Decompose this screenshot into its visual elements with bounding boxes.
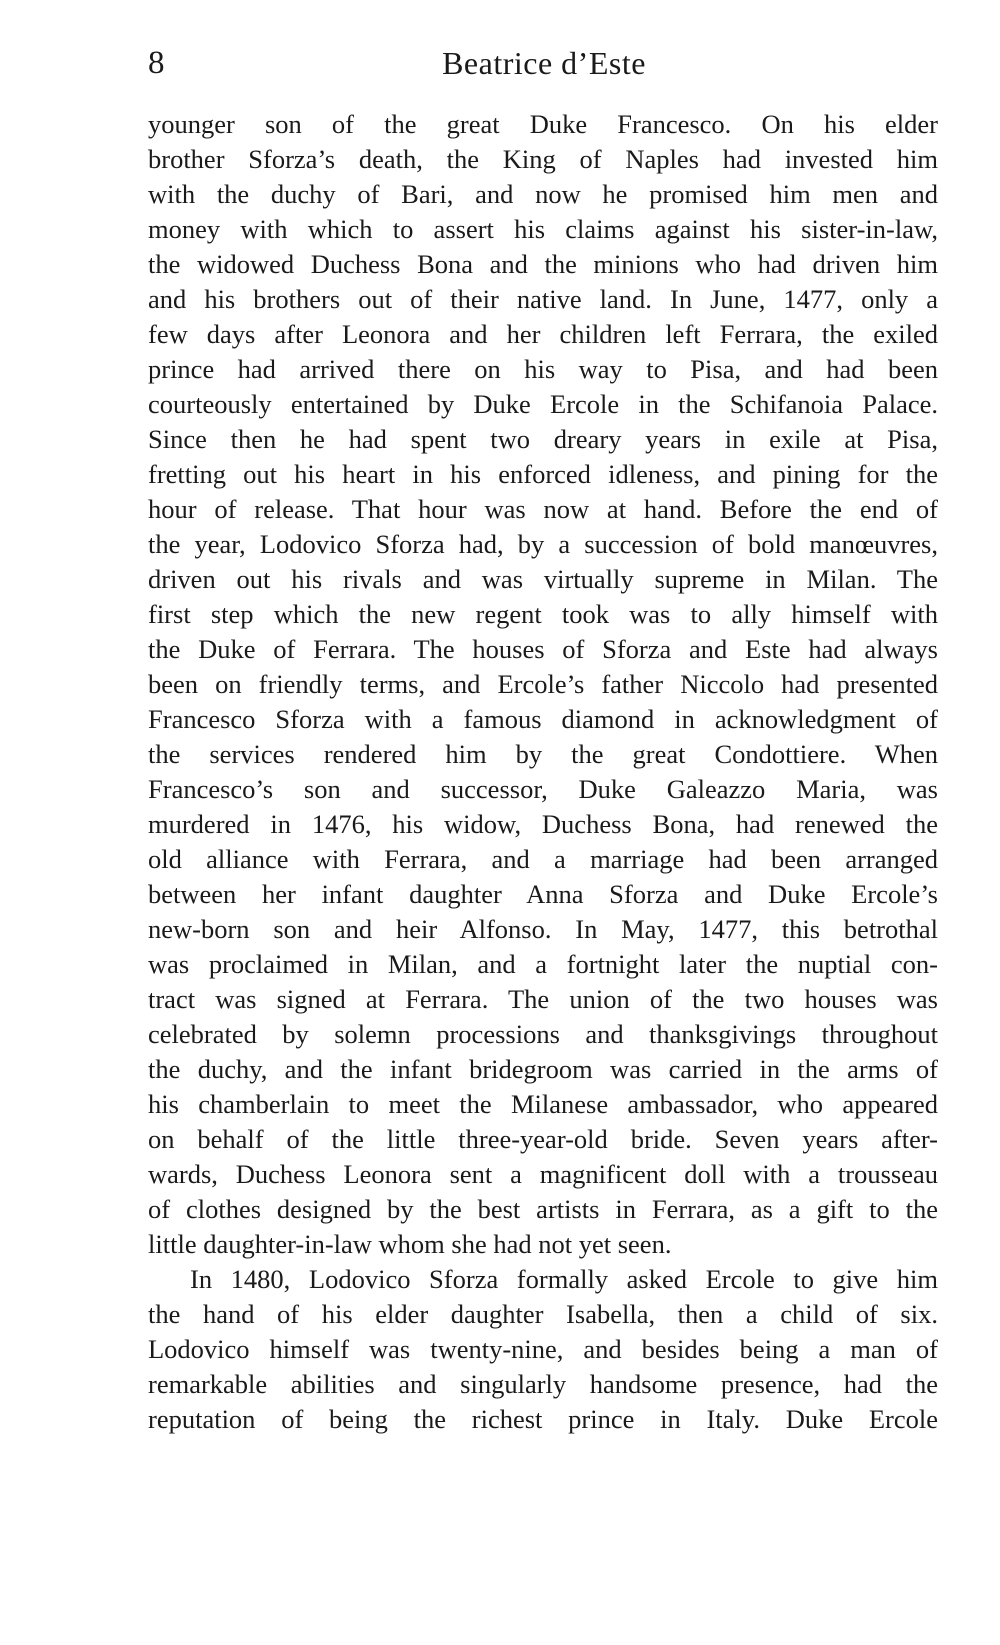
text-line: fretting out his heart in his enforced idleness, and pining for the: [148, 459, 938, 489]
running-title: Beatrice d’Este: [442, 45, 646, 81]
text-line: driven out his rivals and was virtually supreme in Milan. The: [148, 564, 938, 594]
text-line: tract was signed at Ferrara. The union of the two houses was: [148, 984, 938, 1014]
text-line: the widowed Duchess Bona and the minions who had driven him: [148, 249, 938, 279]
text-line: Since then he had spent two dreary years in exile at Pisa,: [148, 424, 938, 454]
text-line: prince had arrived there on his way to Pisa, and had been: [148, 354, 938, 384]
text-line: was proclaimed in Milan, and a fortnight later the nuptial con-: [148, 949, 938, 979]
text-line: younger son of the great Duke Francesco. On his elder: [148, 109, 938, 139]
text-line: the year, Lodovico Sforza had, by a succession of bold manœuvres,: [148, 529, 938, 559]
page-header: [148, 38, 940, 88]
text-line: between her infant daughter Anna Sforza and Duke Ercole’s: [148, 879, 938, 909]
text-line: courteously entertained by Duke Ercole in the Schifanoia Palace.: [148, 389, 938, 419]
text-line: old alliance with Ferrara, and a marriage had been arranged: [148, 844, 938, 874]
text-line: and his brothers out of their native land. In June, 1477, only a: [148, 284, 938, 314]
text-line: wards, Duchess Leonora sent a magnificent doll with a trousseau: [148, 1159, 938, 1189]
text-line: reputation of being the richest prince in Italy. Duke Ercole: [148, 1404, 938, 1434]
text-line: on behalf of the little three-year-old bride. Seven years after-: [148, 1124, 938, 1154]
text-line: murdered in 1476, his widow, Duchess Bona, had renewed the: [148, 809, 938, 839]
paragraph-start-line: In 1480, Lodovico Sforza formally asked Ercole to give him: [190, 1264, 938, 1294]
text-line: the Duke of Ferrara. The houses of Sforza and Este had always: [148, 634, 938, 664]
paragraph-end-line: little daughter-in-law whom she had not yet seen.: [148, 1229, 672, 1259]
text-line: with the duchy of Bari, and now he promised him men and: [148, 179, 938, 209]
text-line: his chamberlain to meet the Milanese ambassador, who appeared: [148, 1089, 938, 1119]
text-line: Lodovico himself was twenty-nine, and besides being a man of: [148, 1334, 938, 1364]
page-number: 8: [148, 45, 165, 81]
text-line: remarkable abilities and singularly handsome presence, had the: [148, 1369, 938, 1399]
text-line: brother Sforza’s death, the King of Naples had invested him: [148, 144, 938, 174]
text-line: first step which the new regent took was to ally himself with: [148, 599, 938, 629]
text-line: Francesco’s son and successor, Duke Galeazzo Maria, was: [148, 774, 938, 804]
text-line: of clothes designed by the best artists in Ferrara, as a gift to the: [148, 1194, 938, 1224]
text-line: the duchy, and the infant bridegroom was carried in the arms of: [148, 1054, 938, 1084]
text-line: new-born son and heir Alfonso. In May, 1477, this betrothal: [148, 914, 938, 944]
text-line: money with which to assert his claims against his sister-in-law,: [148, 214, 938, 244]
text-line: the hand of his elder daughter Isabella, then a child of six.: [148, 1299, 938, 1329]
body-text: [148, 107, 938, 1437]
text-line: been on friendly terms, and Ercole’s father Niccolo had presented: [148, 669, 938, 699]
text-line: celebrated by solemn processions and thanksgivings throughout: [148, 1019, 938, 1049]
text-line: Francesco Sforza with a famous diamond in acknowledgment of: [148, 704, 938, 734]
text-line: hour of release. That hour was now at hand. Before the end of: [148, 494, 938, 524]
text-line: few days after Leonora and her children left Ferrara, the exiled: [148, 319, 938, 349]
text-line: the services rendered him by the great Condottiere. When: [148, 739, 938, 769]
